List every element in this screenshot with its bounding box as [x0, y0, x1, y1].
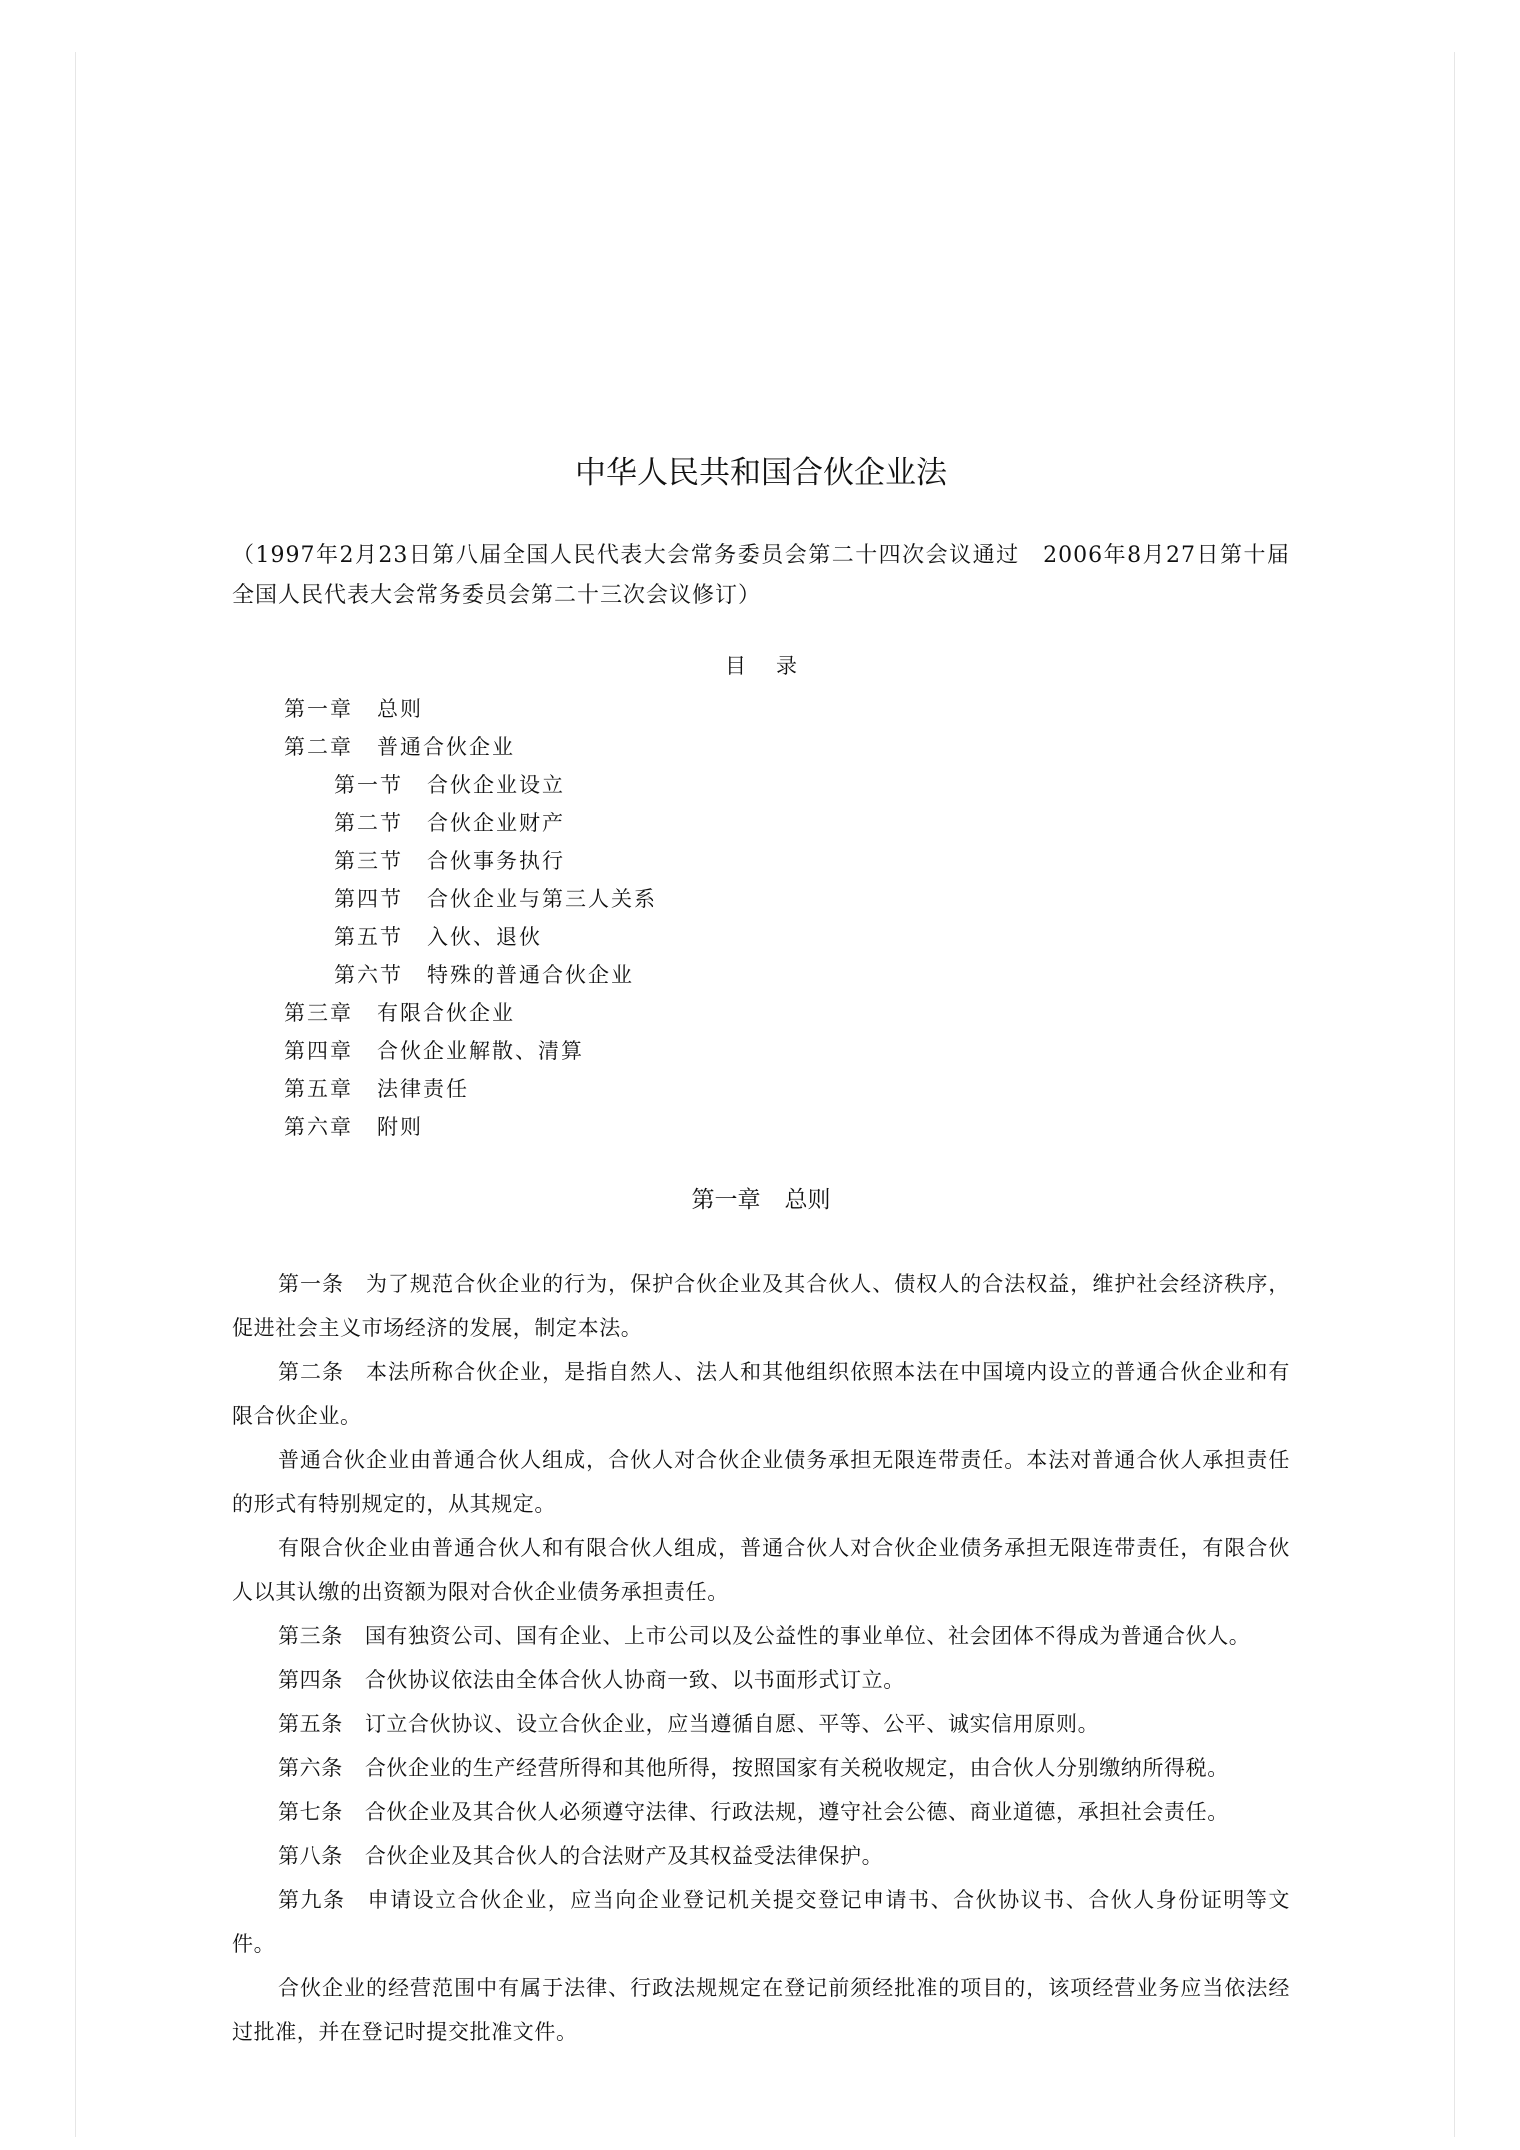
- toc-item: [232, 880, 1290, 918]
- toc-item-title: 合伙企业解散、清算: [377, 1039, 584, 1063]
- toc-item-number: 第六章: [284, 1115, 353, 1139]
- toc-item-number: 第四节: [334, 887, 403, 911]
- article-text: 合伙企业的经营范围中有属于法律、行政法规规定在登记前须经批准的项目的，该项经营业务应当依法经过批准，并在登记时提交批准文件。: [232, 1976, 1290, 2044]
- toc-item: [232, 1108, 1290, 1146]
- document-title: 中华人民共和国合伙企业法: [575, 455, 947, 491]
- chapter-title: [232, 1180, 1290, 1220]
- toc-item-title: 法律责任: [377, 1077, 469, 1101]
- article-text: 本法所称合伙企业，是指自然人、法人和其他组织依照本法在中国境内设立的普通合伙企业和有限合伙企业。: [232, 1360, 1290, 1428]
- article-number: 第五条: [278, 1712, 343, 1736]
- article-number: 第八条: [278, 1844, 343, 1868]
- article-text: 合伙企业及其合伙人的合法财产及其权益受法律保护。: [364, 1844, 884, 1868]
- article-text: 申请设立合伙企业，应当向企业登记机关提交登记申请书、合伙协议书、合伙人身份证明等文件。: [232, 1888, 1290, 1956]
- toc-item: [232, 1070, 1290, 1108]
- article-paragraph: [232, 1350, 1290, 1438]
- chapter-number: 第一章: [691, 1187, 761, 1213]
- toc-item: [232, 804, 1290, 842]
- article-text: 合伙协议依法由全体合伙人协商一致、以书面形式订立。: [364, 1668, 905, 1692]
- toc-item-number: 第六节: [334, 963, 403, 987]
- toc-item-number: 第一节: [334, 773, 403, 797]
- toc-item-title: 有限合伙企业: [377, 1001, 515, 1025]
- toc-item: [232, 728, 1290, 766]
- article-number: 第一条: [278, 1272, 345, 1296]
- document-body: [232, 448, 1290, 2054]
- toc-item-number: 第二章: [284, 735, 353, 759]
- chapter-name: 总则: [784, 1187, 831, 1213]
- article-text: 订立合伙协议、设立合伙企业，应当遵循自愿、平等、公平、诚实信用原则。: [364, 1712, 1100, 1736]
- article-paragraph: [232, 1526, 1290, 1614]
- article-number: 第三条: [278, 1624, 343, 1648]
- article-text: 为了规范合伙企业的行为，保护合伙企业及其合伙人、债权人的合法权益，维护社会经济秩序，促进社会主义市场经济的发展，制定本法。: [232, 1272, 1290, 1340]
- toc-item: [232, 918, 1290, 956]
- article-paragraph: [232, 1966, 1290, 2054]
- toc-item-title: 附则: [377, 1115, 423, 1139]
- document-subtitle: （1997年2月23日第八届全国人民代表大会常务委员会第二十四次会议通过 2006年8月27日第十届全国人民代表大会常务委员会第二十三次会议修订）: [232, 543, 1290, 608]
- toc-item-number: 第五章: [284, 1077, 353, 1101]
- table-of-contents: [232, 690, 1290, 1146]
- article-paragraph: [232, 1702, 1290, 1746]
- article-number: 第六条: [278, 1756, 343, 1780]
- toc-item-number: 第三章: [284, 1001, 353, 1025]
- toc-item: [232, 842, 1290, 880]
- article-number: 第四条: [278, 1668, 343, 1692]
- article-paragraph: [232, 1746, 1290, 1790]
- articles: [232, 1262, 1290, 2054]
- toc-item-title: 特殊的普通合伙企业: [427, 963, 634, 987]
- article-number: 第七条: [278, 1800, 343, 1824]
- toc-item: [232, 766, 1290, 804]
- toc-item-title: 普通合伙企业: [377, 735, 515, 759]
- article-number: 第九条: [278, 1888, 346, 1912]
- toc-item-title: 合伙企业财产: [427, 811, 565, 835]
- article-number: 第二条: [278, 1360, 345, 1384]
- article-paragraph: [232, 1878, 1290, 1966]
- toc-item-number: 第三节: [334, 849, 403, 873]
- article-paragraph: [232, 1790, 1290, 1834]
- article-text: 有限合伙企业由普通合伙人和有限合伙人组成，普通合伙人对合伙企业债务承担无限连带责任，有限合伙人以其认缴的出资额为限对合伙企业债务承担责任。: [232, 1536, 1290, 1604]
- toc-item-number: 第四章: [284, 1039, 353, 1063]
- toc-item-number: 第一章: [284, 697, 353, 721]
- toc-heading: 目录: [725, 654, 827, 678]
- toc-item-title: 合伙企业设立: [427, 773, 565, 797]
- toc-item: [232, 956, 1290, 994]
- article-paragraph: [232, 1614, 1290, 1658]
- toc-item: [232, 1032, 1290, 1070]
- article-text: 合伙企业的生产经营所得和其他所得，按照国家有关税收规定，由合伙人分别缴纳所得税。: [364, 1756, 1229, 1780]
- toc-item-number: 第二节: [334, 811, 403, 835]
- article-text: 普通合伙企业由普通合伙人组成，合伙人对合伙企业债务承担无限连带责任。本法对普通合伙人承担责任的形式有特别规定的，从其规定。: [232, 1448, 1290, 1516]
- article-paragraph: [232, 1658, 1290, 1702]
- toc-item-title: 合伙事务执行: [427, 849, 565, 873]
- article-paragraph: [232, 1262, 1290, 1350]
- article-paragraph: [232, 1834, 1290, 1878]
- toc-item-title: 总则: [377, 697, 423, 721]
- toc-item-number: 第五节: [334, 925, 403, 949]
- toc-item: [232, 690, 1290, 728]
- article-text: 合伙企业及其合伙人必须遵守法律、行政法规，遵守社会公德、商业道德，承担社会责任。: [364, 1800, 1229, 1824]
- toc-item-title: 入伙、退伙: [427, 925, 542, 949]
- article-paragraph: [232, 1438, 1290, 1526]
- toc-item-title: 合伙企业与第三人关系: [427, 887, 657, 911]
- toc-item: [232, 994, 1290, 1032]
- article-text: 国有独资公司、国有企业、上市公司以及公益性的事业单位、社会团体不得成为普通合伙人。: [364, 1624, 1251, 1648]
